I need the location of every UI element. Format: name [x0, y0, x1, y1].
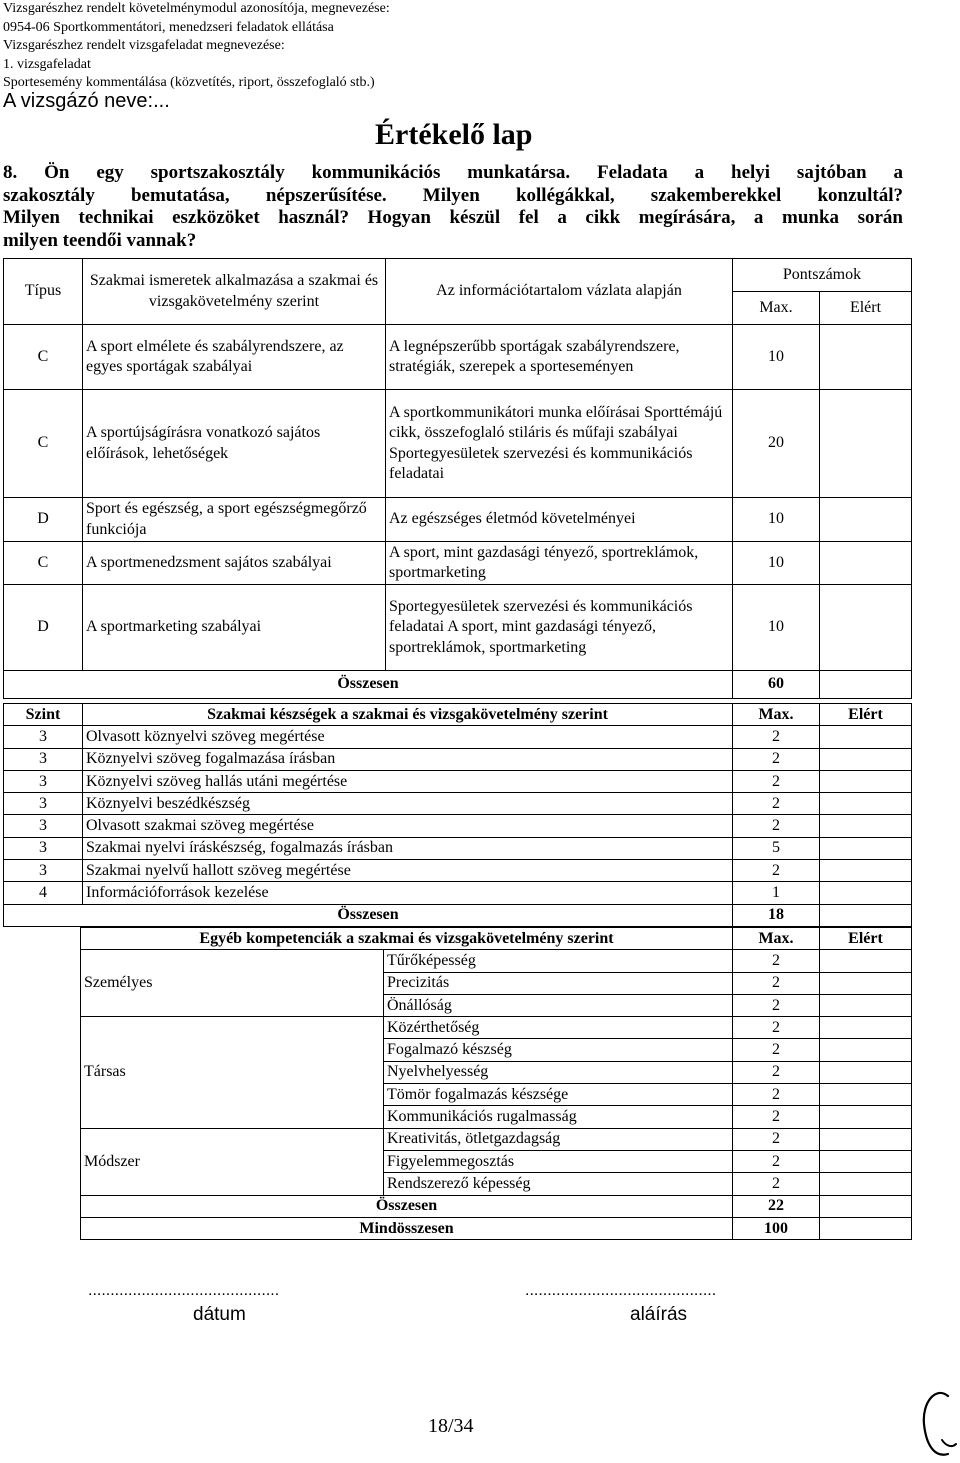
level-cell: 3 [4, 793, 83, 815]
skills-header: Szakmai készségek a szakmai és vizsgakövetelmény szerint [83, 704, 733, 726]
achieved-cell[interactable] [820, 1128, 912, 1150]
type-cell: D [4, 498, 83, 542]
header-line: Sportesemény kommentálása (közvetítés, riport, összefoglaló stb.) [3, 75, 375, 91]
type-cell: C [4, 542, 83, 585]
table-row [4, 837, 912, 859]
knowledge-cell: A sportmarketing szabályai [83, 585, 386, 671]
achieved-cell[interactable] [820, 972, 912, 994]
max-cell: 2 [733, 994, 820, 1016]
competency-cell: Tömör fogalmazás készsége [384, 1084, 733, 1106]
table-row [4, 585, 912, 671]
competency-cell: Önállóság [384, 994, 733, 1016]
max-header: Max. [733, 928, 820, 950]
table-row [81, 950, 912, 972]
achieved-header: Elért [820, 292, 912, 325]
max-cell: 2 [733, 1039, 820, 1061]
skill-cell: Szakmai nyelvű hallott szöveg megértése [83, 860, 733, 882]
achieved-cell[interactable] [820, 1173, 912, 1195]
skills-header-row [4, 704, 912, 726]
skill-cell: Köznyelvi beszédkészség [83, 793, 733, 815]
skill-cell: Információforrások kezelése [83, 882, 733, 904]
achieved-cell[interactable] [820, 1017, 912, 1039]
table-row [4, 815, 912, 837]
competencies-header-row [81, 928, 912, 950]
max-cell: 2 [733, 1150, 820, 1172]
total-label: Összesen [81, 1195, 733, 1217]
table-row [81, 1128, 912, 1150]
achieved-cell[interactable] [820, 950, 912, 972]
total-label: Összesen [4, 671, 733, 699]
achieved-cell[interactable] [820, 770, 912, 792]
max-cell: 2 [733, 815, 820, 837]
max-cell: 2 [733, 1128, 820, 1150]
competencies-table [80, 927, 912, 1240]
level-cell: 3 [4, 860, 83, 882]
max-cell: 2 [733, 1173, 820, 1195]
level-cell: 3 [4, 770, 83, 792]
achieved-cell[interactable] [820, 1061, 912, 1083]
max-cell: 2 [733, 1106, 820, 1128]
achieved-cell[interactable] [820, 860, 912, 882]
max-cell: 2 [733, 860, 820, 882]
total-row [4, 671, 912, 699]
group-cell: Módszer [81, 1128, 384, 1195]
total-row [81, 1195, 912, 1217]
page-number: 18/34 [428, 1415, 474, 1437]
achieved-cell[interactable] [820, 1150, 912, 1172]
knowledge-cell: A sportújságírásra vonatkozó sajátos előírások, lehetőségek [83, 390, 386, 498]
achieved-cell[interactable] [820, 793, 912, 815]
total-achieved[interactable] [820, 904, 912, 926]
competency-cell: Nyelvhelyesség [384, 1061, 733, 1083]
total-label: Összesen [4, 904, 733, 926]
total-achieved[interactable] [820, 671, 912, 699]
task-line: szakosztály bemutatása, népszerűsítése. Milyen kollégákkal, szakemberekkel konzultál? [3, 184, 903, 206]
competency-cell: Precizitás [384, 972, 733, 994]
achieved-header: Elért [820, 704, 912, 726]
info-cell: Az egészséges életmód követelményei [386, 498, 733, 542]
max-cell: 2 [733, 726, 820, 748]
achieved-cell[interactable] [820, 994, 912, 1016]
header-line: Vizsgarészhez rendelt vizsgafeladat megnevezése: [3, 38, 285, 54]
achieved-cell[interactable] [820, 585, 912, 671]
max-cell: 20 [733, 390, 820, 498]
max-cell: 2 [733, 770, 820, 792]
max-cell: 2 [733, 1084, 820, 1106]
achieved-cell[interactable] [820, 390, 912, 498]
max-cell: 10 [733, 585, 820, 671]
points-header: Pontszámok [733, 259, 912, 292]
signature-field[interactable]: ........................................... [525, 1282, 717, 1299]
achieved-cell[interactable] [820, 837, 912, 859]
competency-cell: Kommunikációs rugalmasság [384, 1106, 733, 1128]
knowledge-table [3, 258, 912, 699]
info-cell: A legnépszerűbb sportágak szabályrendszere, stratégiák, szerepek a sporteseményen [386, 325, 733, 390]
achieved-cell[interactable] [820, 815, 912, 837]
grand-total-row [81, 1217, 912, 1239]
skill-cell: Olvasott szakmai szöveg megértése [83, 815, 733, 837]
knowledge-header: Szakmai ismeretek alkalmazása a szakmai és vizsgakövetelmény szerint [83, 259, 386, 325]
level-cell: 3 [4, 837, 83, 859]
achieved-header: Elért [820, 928, 912, 950]
table-row [4, 390, 912, 498]
header-line: Vizsgarészhez rendelt követelménymodul azonosítója, megnevezése: [3, 1, 390, 16]
total-max: 18 [733, 904, 820, 926]
total-row [4, 904, 912, 926]
grand-total-max: 100 [733, 1217, 820, 1239]
date-label: dátum [193, 1304, 246, 1325]
task-line: Milyen technikai eszközöket használ? Hogyan készül fel a cikk megírására, a munka során [3, 207, 903, 228]
document-header [3, 0, 943, 93]
achieved-cell[interactable] [820, 498, 912, 542]
competencies-header: Egyéb kompetenciák a szakmai és vizsgakövetelmény szerint [81, 928, 733, 950]
task-line: milyen teendői vannak? [3, 229, 197, 251]
level-cell: 3 [4, 748, 83, 770]
table-row [4, 748, 912, 770]
grand-total-achieved[interactable] [820, 1217, 912, 1239]
max-header: Max. [733, 704, 820, 726]
signature-label: aláírás [630, 1304, 688, 1325]
knowledge-cell: A sportmenedzsment sajátos szabályai [83, 542, 386, 585]
max-cell: 10 [733, 542, 820, 585]
total-achieved[interactable] [820, 1195, 912, 1217]
achieved-cell[interactable] [820, 542, 912, 585]
table-row [4, 498, 912, 542]
table-row [4, 882, 912, 904]
info-cell: A sportkommunikátori munka előírásai Sporttémájú cikk, összefoglaló stiláris és műfaji szabályai Sportegyesületek szervezési és kommunikációs feladatai [386, 390, 733, 498]
group-cell: Személyes [81, 950, 384, 1017]
max-cell: 1 [733, 882, 820, 904]
level-header: Szint [4, 704, 83, 726]
max-cell: 2 [733, 793, 820, 815]
type-header: Típus [4, 259, 83, 325]
info-cell: A sport, mint gazdasági tényező, sportreklámok, sportmarketing [386, 542, 733, 585]
type-cell: C [4, 390, 83, 498]
achieved-cell[interactable] [820, 325, 912, 390]
task-line: 8. Ön egy sportszakosztály kommunikációs munkatársa. Feladata a helyi sajtóban a [3, 162, 903, 183]
competency-cell: Fogalmazó készség [384, 1039, 733, 1061]
knowledge-cell: Sport és egészség, a sport egészségmegőrző funkciója [83, 498, 386, 542]
competency-cell: Tűrőképesség [384, 950, 733, 972]
type-cell: D [4, 585, 83, 671]
achieved-cell[interactable] [820, 748, 912, 770]
competency-cell: Rendszerező képesség [384, 1173, 733, 1195]
table-row [4, 770, 912, 792]
group-cell: Társas [81, 1017, 384, 1128]
achieved-cell[interactable] [820, 882, 912, 904]
skills-table [3, 703, 912, 927]
skill-cell: Köznyelvi szöveg fogalmazása írásban [83, 748, 733, 770]
competency-cell: Figyelemmegosztás [384, 1150, 733, 1172]
table-row [81, 1017, 912, 1039]
task-description [3, 162, 903, 252]
header-line: 1. vizsgafeladat [3, 56, 91, 72]
examinee-name-field[interactable]: A vizsgázó neve:... [3, 90, 170, 112]
skill-cell: Szakmai nyelvi íráskészség, fogalmazás írásban [83, 837, 733, 859]
type-cell: C [4, 325, 83, 390]
table-row [4, 726, 912, 748]
achieved-cell[interactable] [820, 726, 912, 748]
date-field[interactable]: ........................................... [88, 1282, 280, 1299]
competency-cell: Kreativitás, ötletgazdagság [384, 1128, 733, 1150]
max-cell: 2 [733, 1017, 820, 1039]
total-max: 22 [733, 1195, 820, 1217]
skill-cell: Olvasott köznyelvi szöveg megértése [83, 726, 733, 748]
table-row [4, 860, 912, 882]
page-title: Értékelő lap [375, 118, 533, 151]
table-row [4, 793, 912, 815]
achieved-cell[interactable] [820, 1106, 912, 1128]
info-cell: Sportegyesületek szervezési és kommunikációs feladatai A sport, mint gazdasági tényező, sportreklámok, sportmarketing [386, 585, 733, 671]
max-cell: 5 [733, 837, 820, 859]
max-cell: 10 [733, 498, 820, 542]
max-header: Max. [733, 292, 820, 325]
knowledge-cell: A sport elmélete és szabályrendszere, az egyes sportágak szabályai [83, 325, 386, 390]
header-line: 0954-06 Sportkommentátori, menedzseri feladatok ellátása [3, 19, 334, 35]
max-cell: 10 [733, 325, 820, 390]
table-row [4, 542, 912, 585]
level-cell: 3 [4, 815, 83, 837]
handwritten-initial-icon [918, 1388, 958, 1460]
max-cell: 2 [733, 972, 820, 994]
grand-total-label: Mindösszesen [81, 1217, 733, 1239]
level-cell: 3 [4, 726, 83, 748]
info-header: Az információtartalom vázlata alapján [386, 259, 733, 325]
max-cell: 2 [733, 748, 820, 770]
table-row [4, 325, 912, 390]
skill-cell: Köznyelvi szöveg hallás utáni megértése [83, 770, 733, 792]
max-cell: 2 [733, 950, 820, 972]
total-max: 60 [733, 671, 820, 699]
achieved-cell[interactable] [820, 1039, 912, 1061]
max-cell: 2 [733, 1061, 820, 1083]
achieved-cell[interactable] [820, 1084, 912, 1106]
competency-cell: Közérthetőség [384, 1017, 733, 1039]
level-cell: 4 [4, 882, 83, 904]
